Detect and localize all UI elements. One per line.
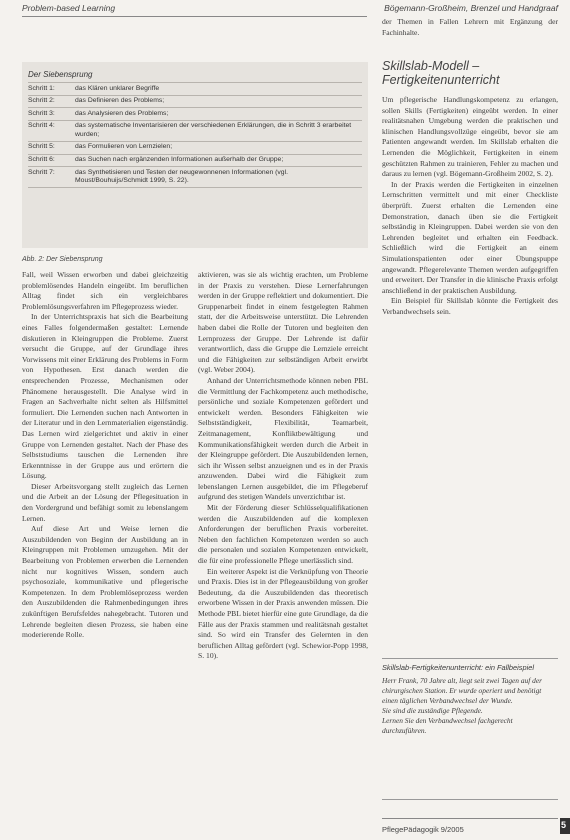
author-line: Bögemann-Großheim, Brenzel und Handgraaf [384,3,558,13]
paragraph: Um pflegerische Handlungskompetenz zu erlangen, sollen Skills (Fertigkeiten) eingeübt werden. In einer realitätsnahen Umgebung werden die praktischen und klinischen Handlungsvollzüge eingeübt, bevor sie am Patienten angewandt werden. Im Skillslab erhalten die Lernenden die Möglichkeit, Fertigkeiten in einem geschützten Rahmen zu trainieren, Fehler zu machen und daraus zu lernen (vgl. Bögemann-Großheim 2002, S. 2). [382,95,558,179]
step-row [28,95,362,108]
journal-footer: PflegePädagogik 9/2005 [382,825,464,834]
section-heading: Skillslab-Modell – Fertigkeitenunterricht [382,59,500,87]
step-label: Schritt 1: [28,84,55,92]
paragraph: Ein weiterer Aspekt ist die Verknüpfung von Theorie und Praxis. Dies ist in der Pflegeausbildung von großer Bedeutung, da die Auszubildenden das theoretisch erworbene Wissen in der Praxis anwenden müssen. Die Methode PBL bietet hierfür eine gute Grundlage, da die Fälle aus der Praxis stammen und realitätsnah gestaltet sind. So wird ein Transfer des Gelernten in den beruflichen Alltag gefördert (vgl. Schewior-Popp 1998, S. 10). [198,566,368,661]
text-column-2 [198,270,368,830]
text-column-1 [22,270,188,830]
paragraph: aktivieren, was sie als wichtig erachten, um Probleme in der Praxis zu verstehen. Diese Lernerfahrungen werden in der Gruppe reflektiert und dokumentiert. Die Gruppenarbeit findet in einem festgelegten Rahmen statt, der die Arbeitsweise unterstützt. Die Lehrenden haben dabei die Rolle der Tutoren und begleiten den Lernprozess der Gruppe. Der Lehrende ist dafür verantwortlich, dass die Gruppe die Lernziele erreicht und die Fähigkeiten zur selbständigen Arbeit erwirbt (vgl. Weber 2004). [198,270,368,375]
paragraph: In der Unterrichtspraxis hat sich die Bearbeitung eines Falles folgendermaßen gestaltet: Lernende diskutieren in Kleingruppen die Probleme. Zuerst versucht die Gruppe, auf der Grundlage ihres Vorwissens mit einer Erklärung des Problems in Form von Hypothesen. Erst danach werden die entsprechenden Prozesse, Mechanismen oder Phänomene herausgestellt. Die Analyse wird in Fragen an Sachverhalte nicht selten als Hilfsmittel formuliert. Die Lernenden suchen nach Antworten in der Literatur und in den Lernmaterialien eigenständig. Das Lernen wird zielgerichtet und aktiv in einer Gruppe von Lernenden gestaltet. Nach der Phase des Selbststudiums tauschen die Lernenden ihre Erkenntnisse in der Gruppe aus und erörtern die Lösung. [22,312,188,481]
sevenstep-figure [22,62,368,248]
step-label: Schritt 7: [28,168,55,176]
figure-title: Der Siebensprung [28,70,93,79]
step-row [28,107,362,120]
case-example-title: Skillslab-Fertigkeitenunterricht: ein Fallbeispiel [382,663,534,672]
section-body [382,95,558,425]
case-example-item: Lernen Sie den Verbandwechsel fachgerecht durchzuführen. [382,716,513,735]
paragraph: Dieser Arbeitsvorgang stellt zugleich das Lernen und die Arbeit an der Lösung der Pflegesituation in den Vordergrund und befähigt somit zu lebenslangem Lernen. [22,481,188,523]
step-text: das systematische Inventarisieren der verschiedenen Erklärungen, die in Schritt 3 erarbeitet wurden; [75,122,352,138]
page-header [22,3,558,17]
step-list [28,82,362,188]
case-example-item: Sie sind die zuständige Pflegende. [382,706,483,715]
case-example-item: Herr Frank, 70 Jahre alt, liegt seit zwei Tagen auf der chirurgischen Station. Er wurde operiert und benötigt einen täglichen Verbandwechsel der Wunde. [382,676,542,705]
step-label: Schritt 4: [28,122,55,130]
step-text: das Analysieren des Problems; [75,109,169,117]
step-text: das Definieren des Problems; [75,97,165,105]
step-text: das Formulieren von Lernzielen; [75,143,173,151]
column-continuation [382,17,558,49]
case-example-box [382,658,558,800]
header-rule [22,16,367,17]
step-label: Schritt 6: [28,156,55,164]
text-column-3 [382,17,558,425]
paragraph: Ein Beispiel für Skillslab könnte die Fertigkeit des Verbandwechsels sein. [382,296,558,316]
figure-caption: Abb. 2: Der Siebensprung [22,256,103,263]
step-row [28,166,362,188]
step-label: Schritt 5: [28,143,55,151]
case-example-items [382,676,558,736]
step-text: das Klären unklarer Begriffe [75,84,160,92]
continuation-text: der Themen in Fallen Lehrern mit Ergänzung der Fachinhalte. [382,17,558,37]
step-row [28,141,362,154]
step-text: das Suchen nach ergänzenden Informationen außerhalb der Gruppe; [75,156,284,164]
step-row [28,154,362,167]
step-row [28,82,362,95]
paragraph: In der Praxis werden die Fertigkeiten in einzelnen Lernschritten vermittelt und mit einer Checkliste überprüft. Zuerst erhalten die Lernenden eine Demonstration, danach üben sie die Fertigkeit selbständig in Kleingruppen. Dabei werden sie von den Lehrenden begleitet und erhalten ein Feedback. Schließlich wird die Fertigkeit an einem Simulationspatienten oder einer Übungspuppe angewandt. Pflegerelevante Themen werden aufgegriffen und erweitert. Der Transfer in die klinische Praxis erfolgt anschließend in der praktischen Ausbildung. [382,179,558,295]
step-label: Schritt 3: [28,109,55,117]
page-number: 5 [561,820,567,830]
paragraph: Mit der Förderung dieser Schlüsselqualifikationen werden die Auszubildenden auf die komplexen Anforderungen der beruflichen Praxis vorbereitet. Neben den fachlichen Kompetenzen werden so auch die personalen und sozialen Kompetenzen entwickelt, die für eine professionelle Pflege unerlässlich sind. [198,503,368,566]
step-row [28,120,362,141]
paragraph: Auf diese Art und Weise lernen die Auszubildenden von Beginn der Ausbildung an in Kleingruppen mit Problemen umzugehen. Mit der Bearbeitung von Problemen erwerben die Lernenden nicht nur kognitives Wissen, sondern auch psychosoziale, kommunikative und pflegerische Kompetenzen. In dem Problemlöseprozess werden den Auszubildenden die Rahmenbedingungen ihres zukünftigen Berufsfeldes nahegebracht. Tutoren und Lehrende begleiten diesen Prozess, sie haben eine moderierende Rolle. [22,524,188,640]
paragraph: Anhand der Unterrichtsmethode können neben PBL die Vermittlung der Fachkompetenz auch methodische, persönliche und soziale Kompetenzen gefördert und entwickelt werden. Besonders Fähigkeiten wie Selbstständigkeit, Flexibilität, Teamarbeit, Zeitmanagement, Konfliktbewältigung und Kommunikationsfähigkeit werden durch die Arbeit in der Kleingruppe gefördert. Die Auszubildenden lernen, sich ihr Wissen selbst anzueignen und es in der Praxis anzuwenden. Dabei wird die Fähigkeit zum lebenslangen Lernen ausgebildet, die im Pflegeberuf aufgrund des stetigen Wandels unverzichtbar ist. [198,375,368,502]
paragraph: Fall, weil Wissen erworben und dabei gleichzeitig problemlösendes Handeln eingeübt. Im beruflichen Alltag findet sich ein vergleichbares Problemlösungsverfahren im Pflegeprozess wieder. [22,270,188,311]
footer-rule [382,818,558,819]
step-label: Schritt 2: [28,97,55,105]
step-text: das Synthetisieren und Testen der neugewonnenen Informationen (vgl. Moust/Bouhuijs/Schmidt 1999, S. 22). [75,168,288,185]
running-title: Problem-based Learning [22,3,116,13]
